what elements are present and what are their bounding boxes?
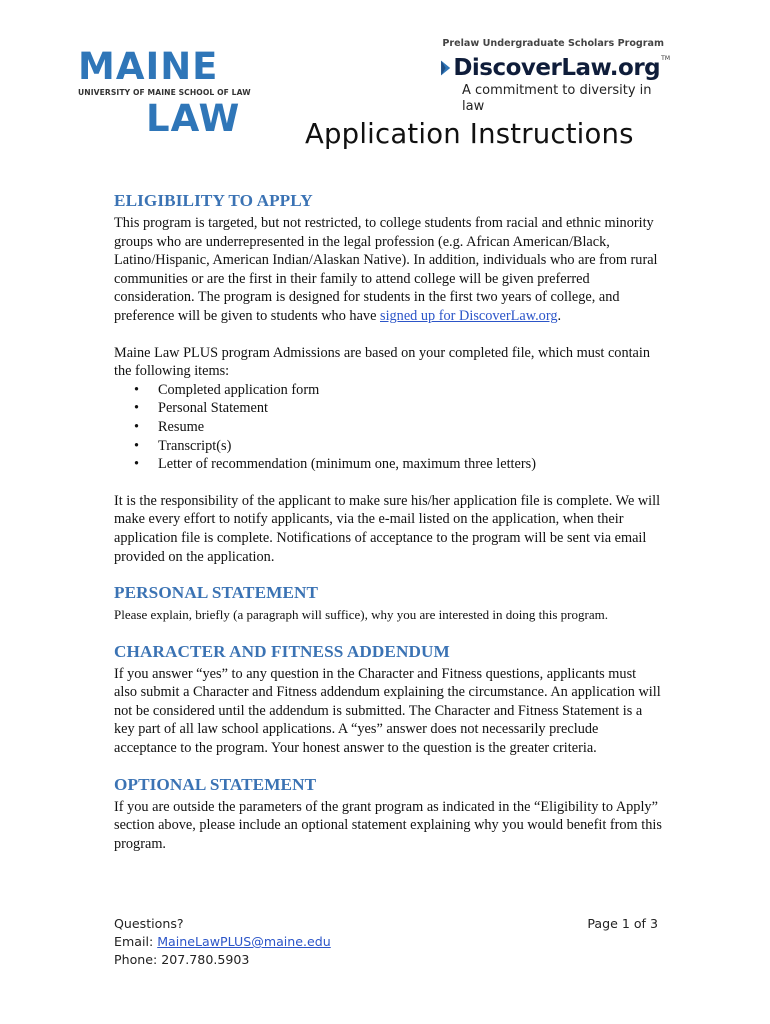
personal-statement-heading: PERSONAL STATEMENT (114, 583, 319, 603)
list-item: • Completed application form (114, 381, 662, 400)
prelaw-program-label: Prelaw Undergraduate Scholars Program (442, 38, 664, 49)
law-logo-word: LAW (146, 97, 241, 140)
optional-statement-heading: OPTIONAL STATEMENT (114, 774, 317, 794)
discoverlaw-logo (440, 38, 670, 115)
page-number: Page 1 of 3 (587, 916, 658, 931)
eligibility-heading: ELIGIBILITY TO APPLY (114, 191, 313, 210)
list-item: • Letter of recommendation (minimum one, maximum three letters) (114, 455, 662, 474)
discoverlaw-name: DiscoverLaw.org (453, 55, 661, 81)
maine-logo-subtitle: UNIVERSITY OF MAINE SCHOOL OF LAW (78, 88, 251, 97)
email-link[interactable]: MaineLawPLUS@maine.edu (157, 934, 331, 949)
trademark-mark: TM (661, 55, 670, 62)
questions-label: Questions? (114, 916, 184, 931)
optional-statement-text: If you are outside the parameters of the grant program as indicated in the “Eligibility to Apply” section above, please include an optional statement explaining why you would benefit from this program. (114, 798, 662, 852)
character-fitness-text: If you answer “yes” to any question in the Character and Fitness questions, applicants must also submit a Character and Fitness addendum explaining the circumstance. An application will not be considered until the addendum is submitted. The Character and Fitness Statement is a key part of all law school applications. A “yes” answer does not necessarily preclude acceptance to the program. Your honest answer to the question is the greater criteria. (114, 665, 661, 757)
list-item: • Resume (114, 418, 662, 437)
character-fitness-heading: CHARACTER AND FITNESS ADDENDUM (114, 641, 450, 661)
document-body (114, 190, 662, 853)
list-item: • Personal Statement (114, 399, 662, 418)
personal-statement-text: Please explain, briefly (a paragraph will suffice), why you are interested in doing this program. (114, 607, 608, 623)
page-title: Application Instructions (305, 118, 634, 150)
admissions-paragraph: Maine Law PLUS program Admissions are based on your completed file, which must contain the following items: (114, 344, 651, 380)
eligibility-text: This program is targeted, but not restricted, to college students from racial and ethnic minority groups who are underrepresented in the legal profession (e.g. African American/Black, Latino/Hispanic, American Indian/Alaskan Native). In addition, individuals who are from rural communities or are the first in their family to attend college will be given preferred consideration. The program is designed for students in the first two years of college, and preference will be given to students who have (114, 215, 658, 324)
required-items-list (114, 381, 662, 474)
signup-link[interactable]: signed up for DiscoverLaw.org (380, 307, 558, 324)
footer-email-line (114, 933, 658, 951)
maine-logo-word: MAINE (78, 45, 219, 88)
discoverlaw-tagline: A commitment to diversity in law (462, 83, 652, 114)
responsibility-paragraph: It is the responsibility of the applicant to make sure his/her application file is complete. We will make every effort to notify applicants, via the e-mail listed on the application, when their application file is complete. Notifications of acceptance to the program will be sent via email provided on the application. (114, 492, 661, 565)
eligibility-period: . (557, 307, 562, 324)
discoverlaw-arrow-icon (440, 53, 451, 83)
page-footer (114, 915, 658, 969)
list-item: • Transcript(s) (114, 437, 662, 456)
eligibility-paragraph (114, 214, 662, 326)
maine-law-logo (78, 45, 251, 140)
footer-phone: Phone: 207.780.5903 (114, 952, 250, 967)
email-label: Email: (114, 934, 158, 949)
